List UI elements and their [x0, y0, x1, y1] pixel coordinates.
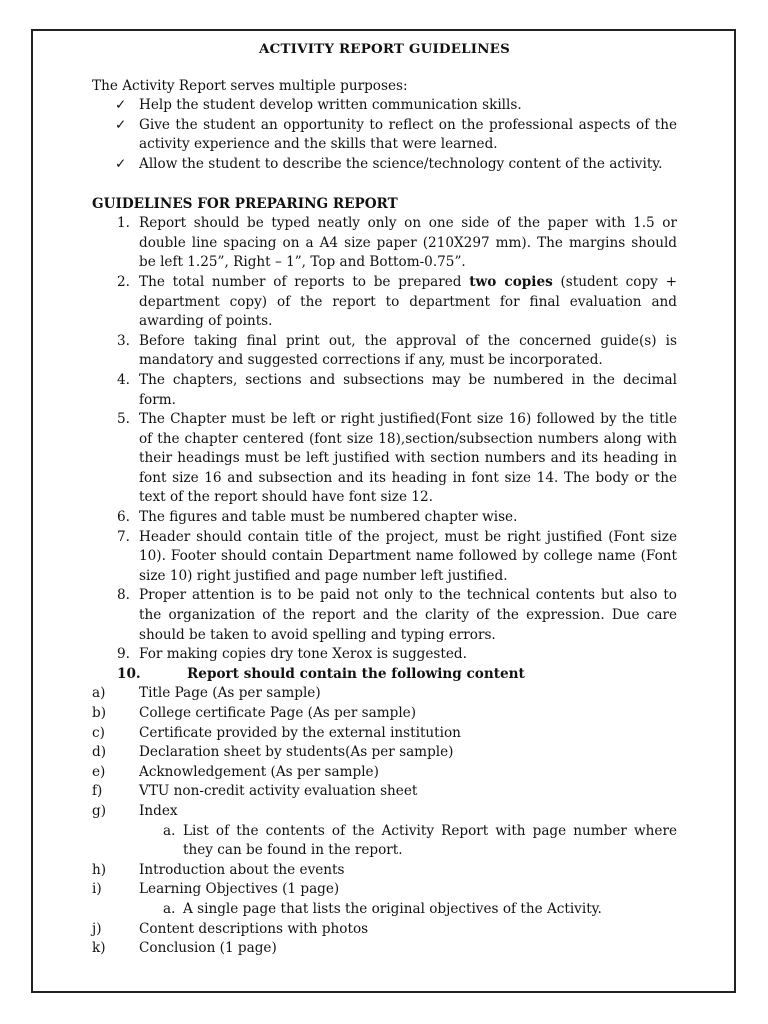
content-item-i: i) Learning Objectives (1 page) [92, 881, 340, 898]
item-number: 1. [117, 215, 130, 232]
guideline-item: 4. The chapters, sections and subsections may be numbered in the decimal form. [117, 371, 677, 408]
content-item-h: h) Introduction about the events [92, 861, 345, 878]
content-subitem-g-a: a. List of the contents of the Activity Report with page number where they can be found in the report. [163, 822, 677, 859]
content-item-g: g) Index [92, 802, 178, 819]
content-item-k: k) Conclusion (1 page) [92, 940, 277, 957]
item-number: 9. [117, 646, 130, 663]
intro-text: The Activity Report serves multiple purposes: [92, 77, 408, 94]
item-number: 5. [117, 411, 130, 428]
item-number: 3. [117, 332, 130, 349]
guideline-item-10: 10. Report should contain the following content [92, 665, 677, 685]
guideline-item: 5. The Chapter must be left or right justified(Font size 16) followed by the title of the chapter centered (font size 18),section/subsection numbers along with their headings must be left justified with section numbers and its heading in font size 16 and subsection and its heading in font size 14. The body or the text of the report should have font size 12. [117, 411, 677, 506]
content-item-j: j) Content descriptions with photos [92, 920, 369, 937]
guidelines-heading: GUIDELINES FOR PREPARING REPORT [92, 195, 398, 212]
item-number: 6. [117, 509, 130, 526]
content-item-e: e) Acknowledgement (As per sample) [92, 763, 379, 780]
item-number: 8. [117, 587, 130, 604]
guideline-item: 9. For making copies dry tone Xerox is suggested. [92, 645, 677, 665]
item-number: 4. [117, 371, 130, 388]
document-body [92, 40, 677, 959]
content-subitem-i-a: a. A single page that lists the original objectives of the Activity. [163, 900, 602, 917]
content-item-c: c) Certificate provided by the external institution [92, 724, 461, 741]
check-icon: ✓ [115, 116, 127, 133]
purpose-item: ✓ Give the student an opportunity to reflect on the professional aspects of the activity experience and the skills that were learned. [115, 116, 677, 153]
emphasis-text: two copies [469, 273, 553, 290]
document-title: ACTIVITY REPORT GUIDELINES [259, 41, 510, 57]
content-item-b: b) College certificate Page (As per sample) [92, 705, 417, 721]
item-number: 10. [117, 665, 141, 682]
purpose-item: ✓ Help the student develop written communication skills. [92, 96, 677, 116]
check-icon: ✓ [115, 97, 127, 114]
content-item-d: d) Declaration sheet by students(As per sample) [92, 744, 454, 761]
content-item-a: a) Title Page (As per sample) [92, 685, 321, 702]
guideline-item: 8. Proper attention is to be paid not only to the technical contents but also to the organization of the report and the clarity of the expression. Due care should be taken to avoid spelling and typing errors. [117, 587, 677, 643]
guideline-item: 6. The figures and table must be numbered chapter wise. [92, 508, 677, 528]
purpose-item: ✓ Allow the student to describe the science/technology content of the activity. [92, 155, 677, 175]
guideline-item: 1. Report should be typed neatly only on one side of the paper with 1.5 or double line spacing on a A4 size paper (210X297 mm). The margins should be left 1.25”, Right – 1”, Top and Bottom-0.75”. [117, 215, 677, 271]
item-number: 7. [117, 528, 130, 545]
item-number: 2. [117, 273, 130, 290]
guideline-item: 3. Before taking final print out, the approval of the concerned guide(s) is mandatory and suggested corrections if any, must be incorporated. [117, 332, 677, 369]
check-icon: ✓ [115, 155, 127, 172]
content-item-f: f) VTU non-credit activity evaluation sheet [92, 783, 418, 800]
guideline-item: 7. Header should contain title of the project, must be right justified (Font size 10). Footer should contain Department name followed by college name (Font size 10) right justified and page number left justified. [117, 528, 677, 584]
guideline-item: 2. The total number of reports to be prepared two copies (student copy + department copy) of the report to department for final evaluation and awarding of points. [117, 273, 677, 330]
